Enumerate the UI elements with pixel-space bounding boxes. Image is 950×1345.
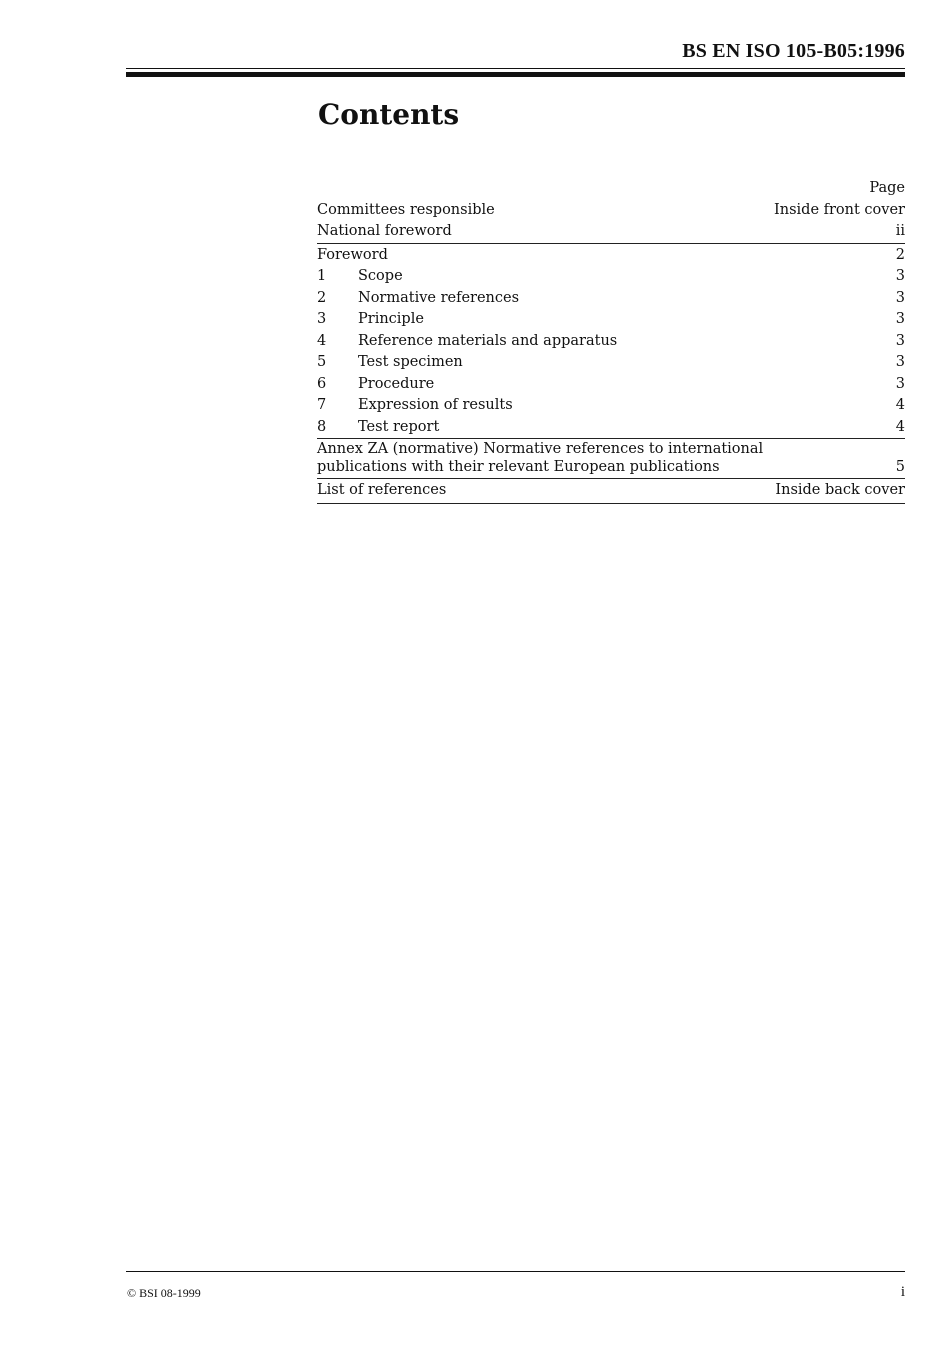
toc-entry-page: 3 — [895, 332, 905, 349]
toc-entry-clause-7[interactable] — [317, 395, 905, 417]
toc-entry-committees[interactable] — [317, 200, 905, 222]
toc-entry-label: Principle — [358, 311, 424, 327]
footer-rule — [126, 1271, 905, 1272]
toc-entry-label: Test report — [358, 418, 440, 435]
toc-entry-label: Normative references — [358, 289, 520, 306]
toc-entry-page: 3 — [895, 311, 905, 327]
toc-entry-clause-2[interactable] — [317, 288, 905, 310]
toc-entry-page: Inside front cover — [774, 201, 905, 218]
toc-entry-label: Foreword — [317, 246, 388, 263]
toc-entry-clause-4[interactable] — [317, 331, 905, 353]
toc-entry-label: National foreword — [317, 223, 452, 239]
toc-entry-page: Inside back cover — [775, 482, 905, 498]
toc-entry-page: 3 — [895, 289, 905, 306]
page-number: i — [900, 1284, 905, 1300]
page-title: Contents — [318, 98, 460, 131]
standard-code: BS EN ISO 105-B05:1996 — [682, 40, 905, 62]
header-rule-thick — [126, 72, 905, 77]
toc-entry-foreword[interactable] — [317, 243, 905, 267]
toc-entry-clause-8[interactable] — [317, 417, 905, 439]
page-column-label: Page — [869, 180, 905, 196]
toc-entry-list-of-references[interactable] — [317, 478, 905, 504]
toc-entry-label: Committees responsible — [317, 201, 495, 218]
clause-number: 1 — [317, 268, 327, 284]
clause-number: 5 — [317, 354, 327, 370]
toc-entry-page: 3 — [895, 268, 905, 284]
toc-entry-clause-6[interactable] — [317, 374, 905, 396]
clause-number: 3 — [317, 311, 327, 327]
toc-entry-page: 4 — [895, 397, 905, 413]
toc-entry-page: ii — [895, 223, 905, 239]
clause-number: 2 — [317, 289, 327, 306]
toc-entry-annex-za[interactable] — [317, 438, 905, 478]
toc-entry-clause-1[interactable] — [317, 266, 905, 288]
annex-title-line-2: publications with their relevant European publications — [317, 459, 720, 475]
table-of-contents — [317, 178, 905, 504]
toc-entry-page: 3 — [895, 354, 905, 370]
toc-entry-clause-5[interactable] — [317, 352, 905, 374]
toc-entry-clause-3[interactable] — [317, 309, 905, 331]
clause-number: 6 — [317, 375, 327, 392]
toc-entry-page: 4 — [895, 418, 905, 435]
toc-entry-national-foreword[interactable] — [317, 221, 905, 243]
clause-number: 8 — [317, 418, 327, 435]
toc-entry-page: 2 — [895, 246, 905, 263]
toc-entry-label: Expression of results — [358, 397, 513, 413]
copyright-notice: © BSI 08-1999 — [127, 1286, 201, 1300]
toc-entry-label: Reference materials and apparatus — [358, 332, 618, 349]
header-rule-thin — [126, 68, 905, 69]
toc-entry-label: List of references — [317, 482, 447, 498]
clause-number: 4 — [317, 332, 327, 349]
toc-entry-page: 3 — [895, 375, 905, 392]
toc-entry-label: Scope — [358, 268, 403, 284]
toc-entry-page: 5 — [895, 459, 905, 475]
toc-entry-label: Test specimen — [358, 354, 463, 370]
annex-title-line-1: Annex ZA (normative) Normative references to international — [317, 441, 764, 457]
clause-number: 7 — [317, 397, 327, 413]
toc-entry-label: Procedure — [358, 375, 435, 392]
